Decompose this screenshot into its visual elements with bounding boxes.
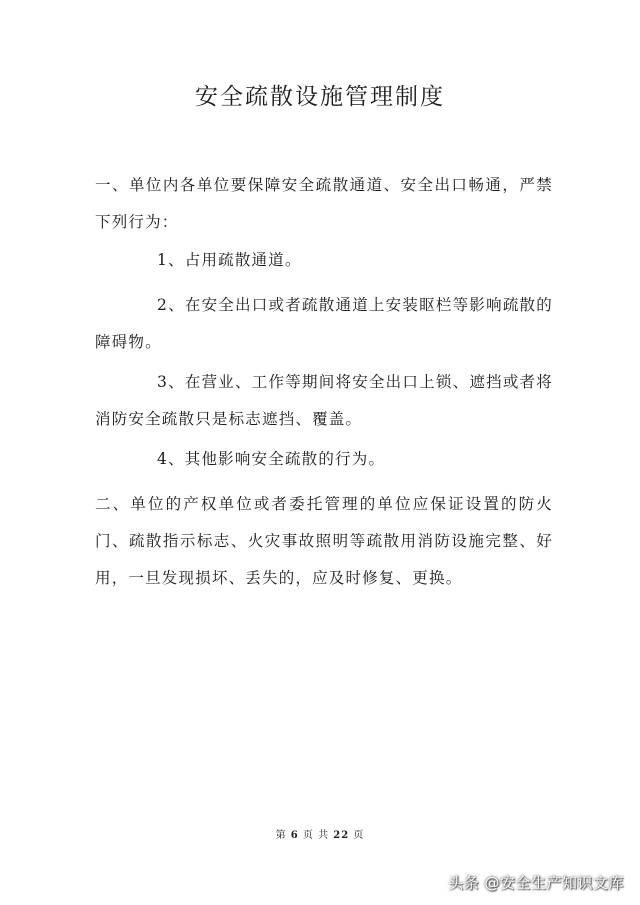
document-title: 安全疏散设施管理制度: [195, 84, 445, 110]
footer-page-number: 6: [290, 830, 299, 841]
paragraph-section-2: 二、单位的产权单位或者委托管理的单位应保证设置的防火门、疏散指示标志、火灾事故照明等疏散用消防设施完整、好用，一旦发现损坏、丢失的，应及时修复、更换。: [95, 495, 553, 587]
paragraph-item-3: 3、在营业、工作等期间将安全出口上锁、遮挡或者将消防安全疏散只是标志遮挡、覆盖。: [95, 373, 553, 428]
page-footer: [0, 826, 640, 841]
watermark: 头条 @安全生产知识文库: [448, 874, 624, 892]
paragraph-section-1: 一、单位内各单位要保障安全疏散通道、安全出口畅通，严禁下列行为：: [95, 176, 553, 231]
footer-prefix: 第: [275, 830, 287, 841]
paragraph-item-1: 1、占用疏散通道。: [157, 251, 302, 269]
footer-suffix: 页: [353, 830, 365, 841]
footer-total-pages: 22: [333, 830, 350, 841]
paragraph-item-4: 4、其他影响安全疏散的行为。: [157, 450, 386, 468]
footer-middle: 页 共: [302, 830, 330, 841]
paragraph-item-2: 2、在安全出口或者疏散通道上安装眍栏等影响疏散的障碍物。: [95, 296, 553, 351]
